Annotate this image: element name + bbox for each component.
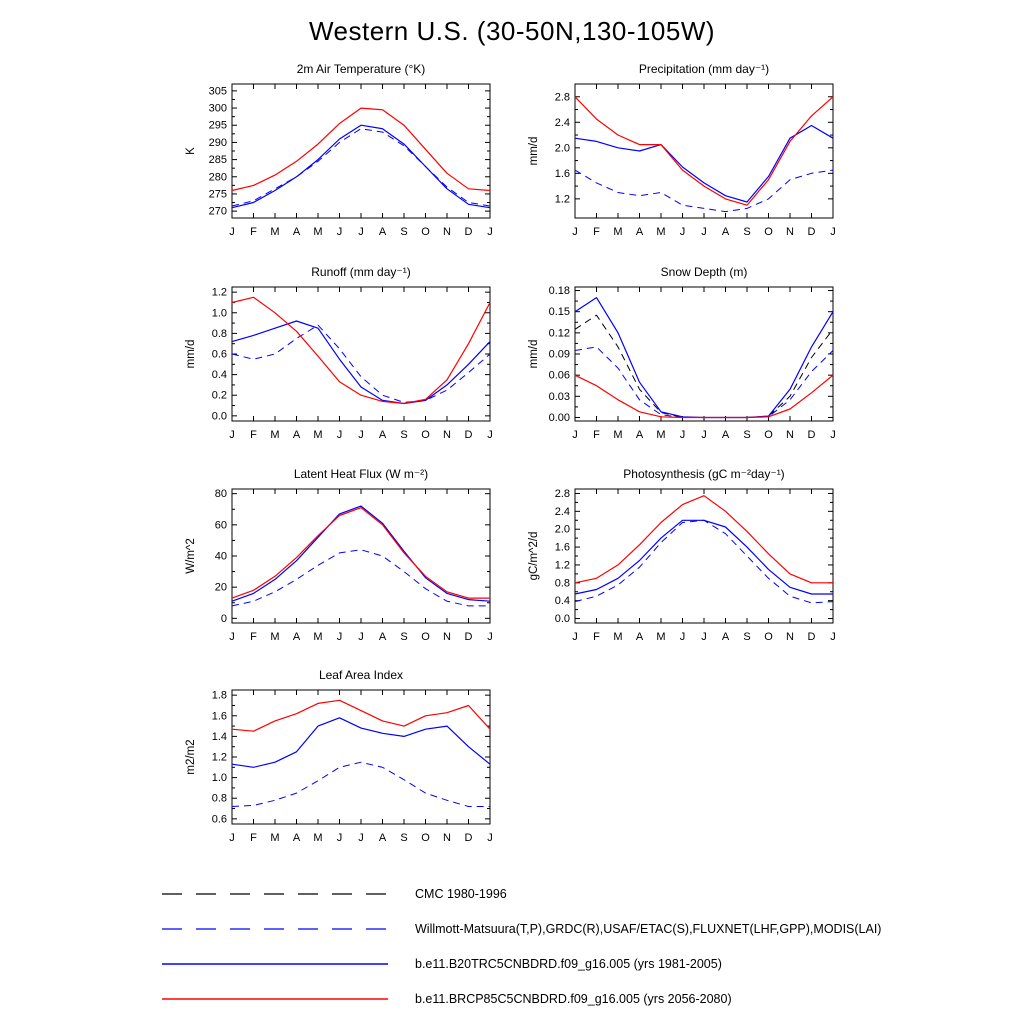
svg-text:1.2: 1.2: [554, 193, 570, 206]
photosynthesis-plot: [525, 483, 841, 651]
svg-text:0.4: 0.4: [554, 595, 570, 608]
svg-text:J: J: [679, 226, 686, 238]
chart-snow-depth: [525, 265, 841, 449]
svg-text:0.12: 0.12: [548, 327, 570, 340]
svg-text:D: D: [807, 429, 816, 441]
svg-text:mm/d: mm/d: [528, 136, 540, 166]
chart-precipitation: [525, 62, 841, 246]
svg-text:300: 300: [208, 102, 227, 115]
air-temperature-plot: [182, 78, 498, 246]
svg-text:0.09: 0.09: [548, 348, 570, 361]
legend-item-historical-run: [160, 946, 1000, 981]
svg-text:J: J: [572, 631, 578, 643]
svg-text:290: 290: [208, 136, 227, 149]
svg-text:M: M: [270, 226, 280, 238]
svg-text:0.00: 0.00: [548, 411, 570, 424]
svg-text:A: A: [292, 429, 301, 441]
svg-text:M: M: [656, 429, 666, 441]
chart-title: Leaf Area Index: [318, 668, 404, 682]
svg-text:1.6: 1.6: [554, 167, 570, 180]
svg-text:J: J: [572, 226, 578, 238]
svg-text:J: J: [229, 429, 235, 441]
svg-text:A: A: [378, 631, 387, 643]
svg-text:1.6: 1.6: [554, 541, 570, 554]
svg-text:S: S: [400, 631, 408, 643]
svg-text:A: A: [378, 429, 387, 441]
svg-text:A: A: [721, 226, 730, 238]
svg-text:M: M: [313, 832, 323, 844]
svg-text:S: S: [400, 429, 408, 441]
svg-text:J: J: [229, 832, 235, 844]
legend: [160, 876, 1000, 1016]
svg-text:305: 305: [208, 85, 227, 98]
svg-text:J: J: [358, 226, 364, 238]
svg-text:mm/d: mm/d: [185, 339, 197, 369]
legend-item-observations: [160, 911, 1000, 946]
svg-text:J: J: [336, 226, 343, 238]
runoff-plot: [182, 281, 498, 449]
svg-text:40: 40: [214, 550, 227, 563]
svg-text:J: J: [701, 429, 707, 441]
latent-heat-flux-plot: [182, 483, 498, 651]
svg-text:A: A: [721, 429, 730, 441]
svg-text:A: A: [635, 429, 644, 441]
svg-text:K: K: [185, 147, 197, 155]
svg-text:1.2: 1.2: [211, 286, 227, 299]
chart-title: 2m Air Temperature (°K): [296, 62, 426, 76]
svg-text:J: J: [830, 226, 836, 238]
svg-text:285: 285: [208, 154, 227, 167]
legend-line-sample: [160, 954, 390, 974]
svg-text:N: N: [786, 226, 794, 238]
chart-title: Snow Depth (m): [660, 265, 748, 279]
svg-text:0: 0: [220, 612, 227, 625]
svg-text:2.4: 2.4: [554, 116, 570, 129]
svg-text:1.2: 1.2: [211, 751, 227, 764]
svg-text:0.18: 0.18: [548, 285, 570, 298]
chart-runoff: [182, 265, 498, 449]
svg-text:A: A: [721, 631, 730, 643]
svg-text:J: J: [487, 631, 493, 643]
svg-text:N: N: [443, 429, 451, 441]
svg-text:M: M: [313, 226, 323, 238]
svg-text:J: J: [229, 631, 235, 643]
svg-text:275: 275: [208, 188, 227, 201]
legend-item-cmc: [160, 876, 1000, 911]
svg-text:A: A: [635, 631, 644, 643]
svg-text:S: S: [743, 429, 751, 441]
chart-air-temperature: [182, 62, 498, 246]
svg-text:2.8: 2.8: [554, 91, 570, 104]
svg-text:O: O: [421, 631, 430, 643]
svg-text:D: D: [464, 226, 473, 238]
svg-text:1.4: 1.4: [211, 730, 227, 743]
svg-text:J: J: [358, 429, 364, 441]
svg-text:O: O: [421, 832, 430, 844]
svg-text:60: 60: [214, 519, 227, 532]
svg-text:J: J: [830, 631, 836, 643]
svg-text:1.0: 1.0: [211, 772, 227, 785]
svg-text:J: J: [701, 226, 707, 238]
svg-text:2.8: 2.8: [554, 487, 570, 500]
svg-text:20: 20: [214, 581, 227, 594]
chart-leaf-area-index: [182, 668, 498, 852]
svg-text:D: D: [464, 631, 473, 643]
legend-label: b.e11.BRCP85C5CNBDRD.f09_g16.005 (yrs 2056-2080): [415, 991, 732, 1006]
svg-text:S: S: [743, 631, 751, 643]
snow-depth-plot: [525, 281, 841, 449]
svg-text:J: J: [358, 631, 364, 643]
svg-text:0.8: 0.8: [211, 792, 227, 805]
svg-text:A: A: [378, 226, 387, 238]
legend-label: b.e11.B20TRC5CNBDRD.f09_g16.005 (yrs 1981-2005): [415, 956, 722, 971]
svg-text:A: A: [292, 631, 301, 643]
svg-text:A: A: [378, 832, 387, 844]
svg-text:F: F: [250, 631, 257, 643]
svg-text:J: J: [679, 429, 686, 441]
svg-text:0.15: 0.15: [548, 306, 570, 319]
svg-text:J: J: [358, 832, 364, 844]
legend-label: Willmott-Matsuura(T,P),GRDC(R),USAF/ETAC(S),FLUXNET(LHF,GPP),MODIS(LAI): [415, 921, 882, 936]
svg-text:D: D: [464, 832, 473, 844]
svg-text:2.0: 2.0: [554, 523, 570, 536]
svg-text:F: F: [593, 429, 600, 441]
svg-text:A: A: [635, 226, 644, 238]
svg-text:M: M: [270, 832, 280, 844]
svg-text:280: 280: [208, 171, 227, 184]
svg-text:gC/m^2/d: gC/m^2/d: [528, 531, 540, 581]
svg-text:F: F: [593, 631, 600, 643]
svg-text:F: F: [250, 832, 257, 844]
svg-text:M: M: [613, 631, 623, 643]
chart-latent-heat-flux: [182, 467, 498, 651]
svg-text:1.8: 1.8: [211, 689, 227, 702]
svg-text:0.6: 0.6: [211, 348, 227, 361]
svg-text:D: D: [464, 429, 473, 441]
svg-text:N: N: [786, 631, 794, 643]
chart-title: Precipitation (mm day⁻¹): [638, 62, 770, 76]
svg-text:m2/m2: m2/m2: [185, 739, 197, 775]
svg-text:J: J: [487, 429, 493, 441]
svg-text:M: M: [313, 429, 323, 441]
svg-text:F: F: [593, 226, 600, 238]
svg-text:J: J: [336, 631, 343, 643]
svg-text:N: N: [443, 631, 451, 643]
svg-text:O: O: [764, 429, 773, 441]
legend-label: CMC 1980-1996: [415, 886, 507, 901]
svg-text:J: J: [229, 226, 235, 238]
svg-text:M: M: [613, 429, 623, 441]
svg-text:1.0: 1.0: [211, 307, 227, 320]
svg-text:M: M: [270, 631, 280, 643]
svg-text:J: J: [336, 429, 343, 441]
svg-text:0.0: 0.0: [554, 613, 570, 626]
svg-text:J: J: [830, 429, 836, 441]
chart-title: Runoff (mm day⁻¹): [311, 265, 411, 279]
svg-text:0.8: 0.8: [554, 577, 570, 590]
legend-line-sample: [160, 919, 390, 939]
precipitation-plot: [525, 78, 841, 246]
svg-text:0.0: 0.0: [211, 410, 227, 423]
svg-text:F: F: [250, 226, 257, 238]
chart-title: Latent Heat Flux (W m⁻²): [293, 467, 429, 481]
svg-text:N: N: [786, 429, 794, 441]
svg-text:J: J: [336, 832, 343, 844]
svg-text:A: A: [292, 832, 301, 844]
svg-text:M: M: [656, 631, 666, 643]
svg-text:2.0: 2.0: [554, 142, 570, 155]
svg-text:J: J: [572, 429, 578, 441]
legend-line-sample: [160, 989, 390, 1009]
svg-text:S: S: [743, 226, 751, 238]
svg-text:J: J: [701, 631, 707, 643]
svg-text:0.03: 0.03: [548, 390, 570, 403]
svg-text:2.4: 2.4: [554, 505, 570, 518]
svg-text:1.6: 1.6: [211, 710, 227, 723]
chart-title: Photosynthesis (gC m⁻²day⁻¹): [623, 467, 785, 481]
chart-photosynthesis: [525, 467, 841, 651]
svg-text:0.2: 0.2: [211, 389, 227, 402]
svg-text:0.8: 0.8: [211, 327, 227, 340]
svg-text:0.6: 0.6: [211, 813, 227, 826]
svg-text:mm/d: mm/d: [528, 339, 540, 369]
svg-text:O: O: [421, 429, 430, 441]
svg-text:O: O: [421, 226, 430, 238]
page-title: Western U.S. (30-50N,130-105W): [308, 16, 716, 46]
svg-text:W/m^2: W/m^2: [185, 538, 197, 574]
svg-text:M: M: [270, 429, 280, 441]
svg-text:D: D: [807, 631, 816, 643]
svg-text:O: O: [764, 226, 773, 238]
svg-text:M: M: [313, 631, 323, 643]
svg-text:270: 270: [208, 205, 227, 218]
svg-text:0.06: 0.06: [548, 369, 570, 382]
svg-text:S: S: [400, 226, 408, 238]
svg-text:J: J: [679, 631, 686, 643]
svg-text:M: M: [613, 226, 623, 238]
svg-text:N: N: [443, 226, 451, 238]
svg-text:F: F: [250, 429, 257, 441]
svg-text:D: D: [807, 226, 816, 238]
legend-item-rcp85-run: [160, 981, 1000, 1016]
svg-text:J: J: [487, 832, 493, 844]
svg-text:M: M: [656, 226, 666, 238]
svg-text:295: 295: [208, 119, 227, 132]
svg-text:80: 80: [214, 488, 227, 501]
leaf-area-index-plot: [182, 684, 498, 852]
svg-text:S: S: [400, 832, 408, 844]
legend-line-sample: [160, 884, 390, 904]
svg-text:A: A: [292, 226, 301, 238]
svg-text:1.2: 1.2: [554, 559, 570, 572]
svg-text:0.4: 0.4: [211, 369, 227, 382]
svg-text:O: O: [764, 631, 773, 643]
svg-text:J: J: [487, 226, 493, 238]
svg-text:N: N: [443, 832, 451, 844]
